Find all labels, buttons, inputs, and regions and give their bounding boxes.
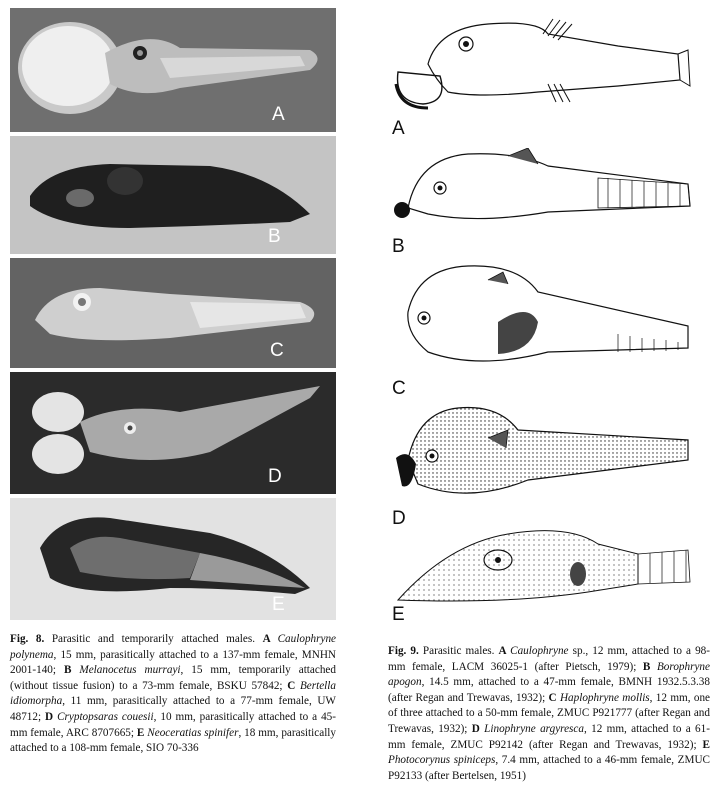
fig9-label-a: A (392, 118, 405, 139)
fig9-caption-number: Fig. 9. (388, 645, 419, 657)
fig9-drawing-b (388, 148, 708, 228)
fig8-label-c: C (270, 340, 284, 361)
fig9-drawing-e (388, 524, 708, 604)
fig8-label-d: D (268, 466, 282, 487)
fig8-photo-a (10, 8, 336, 132)
fig9-label-d: D (392, 508, 406, 529)
fig8-caption: Fig. 8. Parasitic and temporarily attached males. A Caulophryne polynema, 15 mm, parasitically attached to a 137-mm female, MNHN 2001-140; B Melanocetus murrayi, 15 mm, temporarily attached (without tissue fusion) to a 73-mm female, BSKU 57842; C Bertella idiomorpha, 11 mm, parasitically attached to a 77-mm female, UW 48712; D Cryptopsaras couesii, 10 mm, parasitically attached to a 45-mm female, ARC 8707665; E Neoceratias spinifer, 18 mm, parasitically attached to a 108-mm female, SIO 70-336 (10, 633, 337, 755)
fig8-label-e: E (272, 594, 285, 615)
fig9-drawing-a (388, 14, 708, 114)
fig8-caption-number: Fig. 8. (10, 633, 45, 645)
fig9-caption: Fig. 9. Parasitic males. A Caulophryne sp., 12 mm, attached to a 98-mm female, LACM 36025-1 (after Pietsch, 1979); B Borophryne apogon, 14.5 mm, attached to a 47-mm female, BMNH 1932.5.3.38 (after Regan and Trewavas, 1932); C Haplophryne mollis, 12 mm, one of three attached to a 50-mm female, ZMUC P921777 (after Regan and Trewavas, 1932); D Linophryne argyresca, 12 mm, attached to a 61-mm female, ZMUC P92142 (after Regan and Trewavas, 1932); E Photocorynus spiniceps, 7.4 mm, attached to a 46-mm female, ZMUC P92133 (after Bertelsen, 1951) (388, 645, 711, 782)
fig9-drawing-c (388, 262, 708, 372)
fig8-label-a: A (272, 104, 285, 125)
fig8-photo-e (10, 498, 336, 620)
fig8-photo-b (10, 136, 336, 254)
fig9-label-e: E (392, 604, 405, 625)
fig9-label-c: C (392, 378, 406, 399)
fig9-label-b: B (392, 236, 405, 257)
fig8-photo-c (10, 258, 336, 368)
fig8-photo-d (10, 372, 336, 494)
fig9-drawing-d (388, 400, 708, 510)
fig8-label-b: B (268, 226, 281, 247)
